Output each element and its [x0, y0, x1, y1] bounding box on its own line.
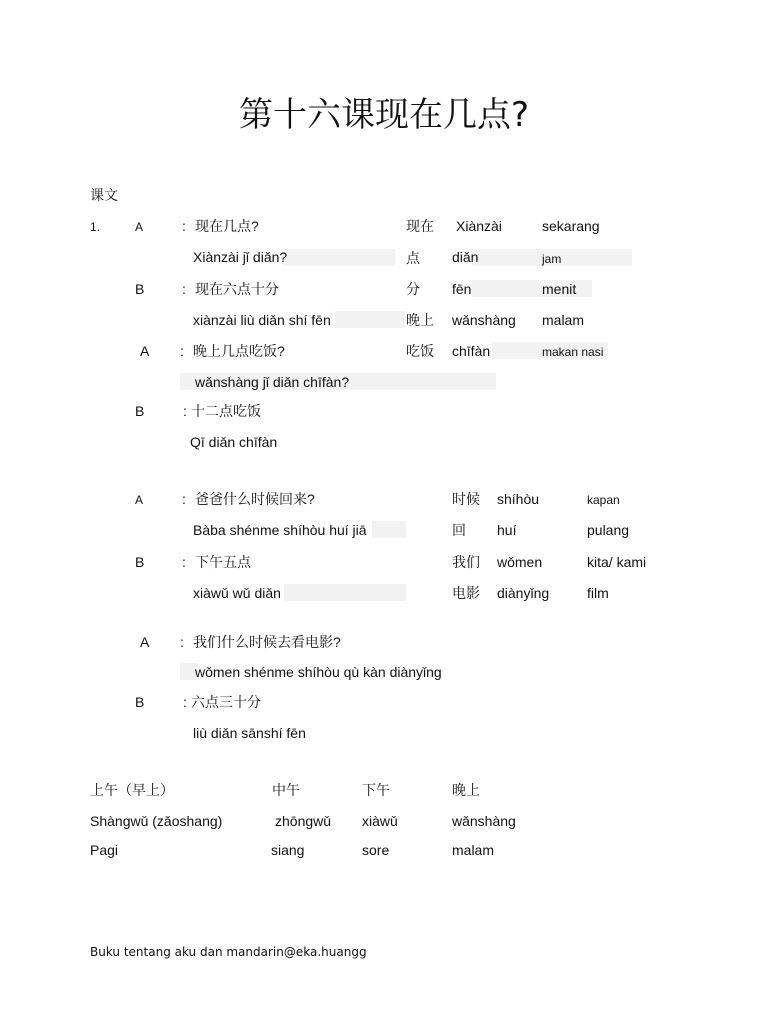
vocab-meaning: pulang: [587, 522, 630, 538]
vocab-pinyin: diǎn: [452, 249, 479, 265]
colon: :: [183, 403, 187, 419]
dialogue-line: 爸爸什么时候回来?: [195, 491, 315, 507]
vocab-hanzi: 时候: [452, 491, 480, 507]
vocab-pinyin: wǎnshàng: [452, 312, 516, 328]
highlight-box: [335, 311, 405, 328]
vocab-meaning: film: [587, 585, 609, 601]
dialogue-line: 现在几点?: [195, 218, 259, 234]
dialogue-pinyin: xiàwǔ wǔ diǎn: [193, 585, 281, 601]
colon: :: [183, 694, 187, 710]
section-label: 课文: [90, 187, 118, 203]
vocab-meaning: malam: [542, 312, 585, 328]
time-hanzi: 中午: [272, 782, 300, 798]
time-meaning: siang: [271, 842, 305, 858]
speaker-label: B: [135, 281, 145, 297]
vocab-hanzi: 吃饭: [406, 343, 434, 359]
highlight-box: [284, 584, 406, 601]
colon: :: [182, 491, 186, 507]
speaker-label: B: [135, 554, 145, 570]
item-number: 1.: [90, 220, 101, 234]
vocab-pinyin: shíhòu: [497, 491, 540, 507]
vocab-pinyin: huí: [497, 522, 517, 538]
footer-credit: Buku tentang aku dan mandarin@eka.huangg: [90, 945, 367, 959]
time-hanzi: 晚上: [452, 782, 480, 798]
vocab-meaning: kapan: [587, 493, 620, 507]
time-hanzi: 下午: [362, 782, 390, 798]
time-pinyin: Shàngwǔ (zǎoshang): [90, 813, 223, 829]
dialogue-pinyin: wǎnshàng jǐ diǎn chīfàn?: [195, 374, 350, 390]
page-title: 第十六课现在几点?: [238, 95, 530, 135]
vocab-pinyin: Xiànzài: [456, 218, 502, 234]
time-meaning: malam: [452, 842, 495, 858]
colon: :: [180, 634, 184, 650]
vocab-hanzi: 现在: [406, 218, 434, 234]
vocab-hanzi: 回: [452, 522, 466, 538]
vocab-meaning: makan nasi: [542, 345, 604, 359]
speaker-label: B: [135, 694, 145, 710]
dialogue-line: 晚上几点吃饭?: [193, 343, 285, 359]
colon: :: [180, 343, 184, 359]
vocab-pinyin: fēn: [452, 281, 472, 297]
vocab-pinyin: chīfàn: [452, 343, 491, 359]
vocab-meaning: menit: [542, 281, 577, 297]
dialogue-line: 十二点吃饭: [191, 403, 261, 419]
time-meaning: sore: [362, 842, 390, 858]
time-hanzi: 上午（早上）: [90, 782, 174, 798]
dialogue-pinyin: Bàba shénme shíhòu huí jiā: [193, 522, 367, 538]
dialogue-pinyin: Qī diǎn chīfàn: [190, 434, 278, 450]
dialogue-pinyin: liù diǎn sānshí fēn: [193, 725, 306, 741]
dialogue-line: 下午五点: [195, 554, 251, 570]
vocab-hanzi: 电影: [452, 585, 480, 601]
dialogue-line: 六点三十分: [191, 694, 261, 710]
time-pinyin: xiàwǔ: [362, 813, 398, 829]
colon: :: [182, 554, 186, 570]
dialogue-pinyin: xiànzài liù diǎn shí fēn: [193, 312, 331, 328]
vocab-hanzi: 我们: [452, 554, 480, 570]
vocab-pinyin: wǒmen: [497, 554, 543, 570]
vocab-meaning: jam: [542, 252, 562, 266]
highlight-box: [372, 521, 406, 538]
vocab-hanzi: 点: [406, 250, 420, 266]
colon: :: [182, 218, 186, 234]
speaker-label: A: [135, 220, 144, 234]
highlight-box: [283, 249, 395, 266]
vocab-pinyin: diànyǐng: [497, 585, 550, 601]
vocab-hanzi: 晚上: [406, 312, 434, 328]
dialogue-pinyin: Xiànzài jǐ diǎn?: [193, 249, 288, 265]
time-pinyin: zhōngwǔ: [275, 813, 332, 829]
vocab-meaning: sekarang: [542, 218, 600, 234]
vocab-meaning: kita/ kami: [587, 554, 647, 570]
dialogue-line: 现在六点十分: [195, 281, 279, 297]
speaker-label: B: [135, 403, 145, 419]
time-meaning: Pagi: [90, 842, 119, 858]
dialogue-pinyin: wǒmen shénme shíhòu qù kàn diànyǐng: [195, 664, 442, 680]
colon: :: [182, 281, 186, 297]
vocab-hanzi: 分: [406, 281, 420, 297]
time-pinyin: wǎnshàng: [452, 813, 516, 829]
speaker-label: A: [140, 634, 150, 650]
dialogue-line: 我们什么时候去看电影?: [193, 634, 341, 650]
speaker-label: A: [140, 343, 150, 359]
speaker-label: A: [135, 493, 144, 507]
